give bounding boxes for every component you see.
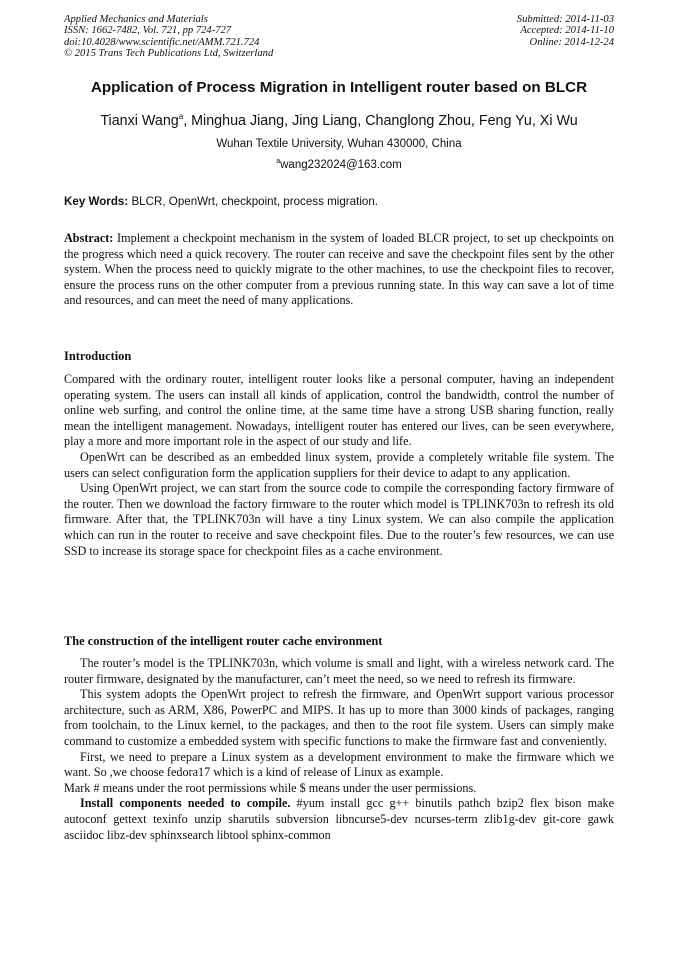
other-authors: , Minghua Jiang, Jing Liang, Changlong Zhou, Feng Yu, Xi Wu: [183, 113, 578, 129]
install-label: Install components needed to compile.: [80, 796, 291, 811]
construction-heading: The construction of the intelligent router cache environment: [64, 634, 383, 648]
copyright: © 2015 Trans Tech Publications Ltd, Switzerland: [64, 48, 274, 60]
dates-header: [517, 14, 614, 48]
intro-heading: Introduction: [64, 349, 132, 363]
intro-paragraph-2: OpenWrt can be described as an embedded linux system, provide a completely writable file system. The users can select configuration form the application suppliers for their device to adapt to any application.: [64, 449, 614, 480]
journal-name: Applied Mechanics and Materials: [64, 14, 208, 25]
abstract: [64, 231, 614, 309]
author-email: [0, 158, 678, 171]
email-address: wang232024@163.com: [280, 159, 402, 171]
doi: doi:10.4028/www.scientific.net/AMM.721.724: [64, 36, 260, 48]
construction-paragraph-5: [64, 796, 614, 843]
online-date: Online: 2014-12-24: [529, 36, 614, 48]
author-superscript: a: [178, 112, 184, 121]
construction-paragraph-4: Mark # means under the root permissions while $ means under the user permissions.: [64, 780, 477, 795]
construction-paragraph-1: The router’s model is the TPLINK703n, which volume is small and light, with a wireless network card. The router firmware, designated by the manufacturer, can’t meet the need, so we need to refresh its firmware.: [64, 656, 614, 686]
keywords-label: Key Words:: [64, 195, 129, 208]
paper-title: Application of Process Migration in Intelligent router based on BLCR: [90, 79, 588, 96]
install-command: #yum install gcc g++ binutils pathch bzip2 flex bison make autoconf gettext texinfo unzip sharutils subversion libncurse5-dev ncurses-term zlib1g-dev git-core gawk asciidoc libz-dev sphinxsearch libtool sphinx-common: [64, 796, 615, 842]
abstract-text: Implement a checkpoint mechanism in the system of loaded BLCR project, to set up checkpoints on the progress which need a quick recovery. The router can receive and save the checkpoint files sent by the other system. When the process need to quickly migrate to the other machines, to use the checkpoint files to recover, ensure the process runs on the other computer from a previous running state. In this way can save a lot of time and resources, and can meet the need of many applications.: [64, 231, 614, 308]
keywords: [64, 195, 614, 208]
construction-section: [64, 656, 614, 843]
issn: ISSN: 1662-7482, Vol. 721, pp 724-727: [64, 25, 232, 37]
abstract-label: Abstract:: [64, 231, 114, 245]
first-author: Tianxi Wang: [100, 113, 179, 129]
email-superscript: a: [276, 158, 281, 165]
intro-section: [64, 372, 614, 559]
intro-paragraph-3: Using OpenWrt project, we can start from the source code to compile the corresponding factory firmware of the router. Then we download the factory firmware to the router which model is TPLINK703n to refresh its old firmware. After that, the TPLINK703n will have a tiny Linux system. We can also compile the application which can run in the router to receive and save checkpoint files. Due to the router’s few resources, we can use SSD to increase its storage space for checkpoint files as a cache environment.: [64, 481, 614, 558]
intro-paragraph-1: Compared with the ordinary router, intelligent router looks like a personal computer, having an independent operating system. The users can install all kinds of application, control the bandwidth, control the number of online web surfing, and control the online time, at the same time have a strong USB sharing function, really mean the intelligent management. Nowadays, intelligent router has entered our lives, can be seen everywhere, play a more and more important role in the aspect of our study and life.: [64, 372, 614, 449]
accepted-date: Accepted: 2014-11-10: [520, 25, 614, 37]
author-list: [0, 112, 678, 129]
journal-header: [64, 14, 273, 60]
construction-paragraph-2: This system adopts the OpenWrt project to refresh the firmware, and OpenWrt support various processor architecture, such as ARM, X86, PowerPC and MIPS. It has up to more than 3000 kinds of packages, ranging from toolchain, to the Linux kernel, to the packages, and then to the root file system. Users can simply make command to customize a embedded system with specific functions to make the firmware fast and conveniently.: [64, 687, 614, 748]
submitted-date: Submitted: 2014-11-03: [516, 14, 614, 25]
keywords-text: BLCR, OpenWrt, checkpoint, process migration.: [128, 195, 379, 208]
construction-paragraph-3: First, we need to prepare a Linux system as a development environment to make the firmware which we want. So ,we choose fedora17 which is a kind of release of Linux as example.: [64, 749, 614, 780]
affiliation: Wuhan Textile University, Wuhan 430000, China: [216, 138, 462, 150]
